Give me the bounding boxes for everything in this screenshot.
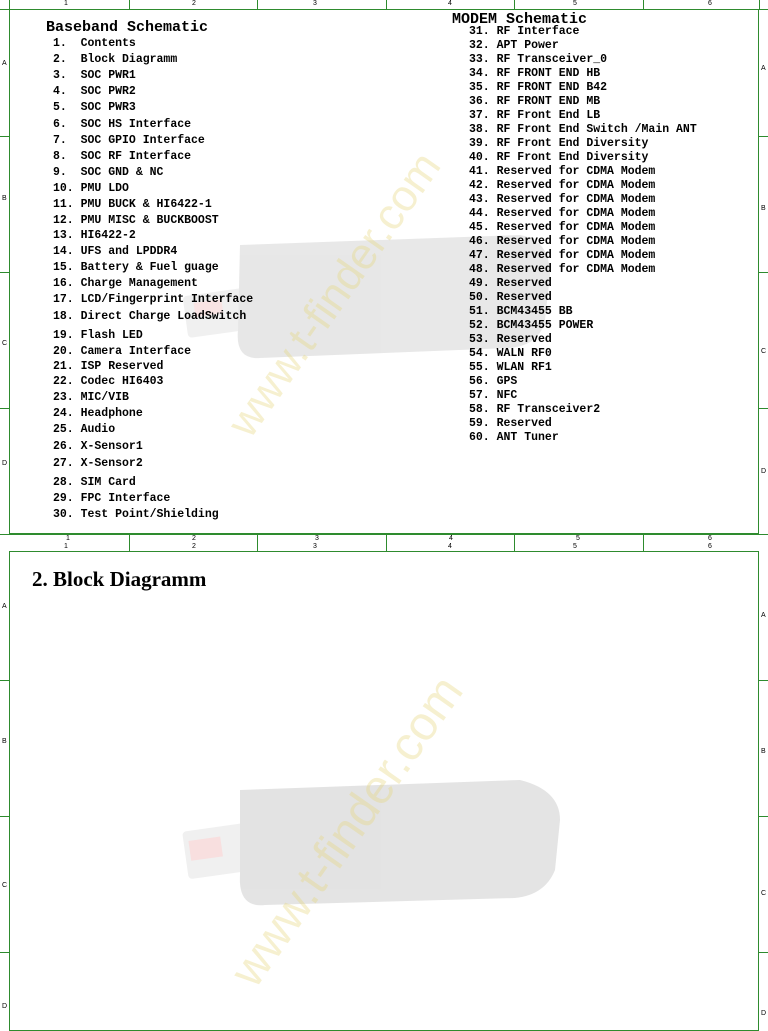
- baseband-toc-item: 29. FPC Interface: [53, 492, 171, 505]
- block-diagram-sheet: [9, 551, 759, 1031]
- mid-ruler-col-6b: 6: [708, 543, 712, 550]
- watermark-text-2: www.t-finder.com: [220, 666, 474, 997]
- s2-row-letter-b-left: B: [2, 738, 7, 745]
- modem-toc-item: 56. GPS: [469, 375, 518, 388]
- modem-toc-item: 51. BCM43455 BB: [469, 305, 573, 318]
- ruler-col-4: 4: [448, 0, 452, 7]
- block-diagram-title: 2. Block Diagramm: [32, 567, 207, 591]
- row-letter-b-left: B: [2, 195, 7, 202]
- baseband-toc-item: 4. SOC PWR2: [53, 85, 136, 98]
- modem-toc-item: 33. RF Transceiver_0: [469, 53, 608, 66]
- baseband-title: Baseband Schematic: [46, 19, 209, 36]
- modem-toc-item: 32. APT Power: [469, 39, 559, 52]
- baseband-toc-item: 30. Test Point/Shielding: [53, 508, 219, 521]
- baseband-toc-item: 9. SOC GND & NC: [53, 166, 164, 179]
- baseband-toc-item: 5. SOC PWR3: [53, 101, 136, 114]
- baseband-toc-item: 8. SOC RF Interface: [53, 150, 192, 163]
- row-letter-a-right: A: [761, 65, 766, 72]
- s2-row-letter-d-left: D: [2, 1003, 8, 1010]
- baseband-toc-item: 24. Headphone: [53, 407, 143, 420]
- watermark-text-1: www.t-finder.com: [218, 143, 451, 446]
- s2-row-letter-b-right: B: [761, 748, 766, 755]
- mid-ruler-col-4b: 4: [448, 543, 452, 550]
- mid-ruler-col-2: 2: [192, 535, 196, 542]
- baseband-toc-item: 13. HI6422-2: [53, 229, 136, 242]
- baseband-toc-item: 21. ISP Reserved: [53, 360, 164, 373]
- ruler-col-3: 3: [313, 0, 317, 7]
- baseband-toc-item: 14. UFS and LPDDR4: [53, 245, 178, 258]
- baseband-toc-item: 12. PMU MISC & BUCKBOOST: [53, 214, 219, 227]
- mid-ruler-col-5: 5: [576, 535, 580, 542]
- modem-toc-item: 38. RF Front End Switch /Main ANT: [469, 123, 697, 136]
- mid-ruler-col-6: 6: [708, 535, 712, 542]
- modem-toc-item: 43. Reserved for CDMA Modem: [469, 193, 656, 206]
- modem-toc-item: 36. RF FRONT END MB: [469, 95, 601, 108]
- ruler-col-6: 6: [708, 0, 712, 7]
- ruler-col-1: 1: [64, 0, 68, 7]
- modem-toc-item: 58. RF Transceiver2: [469, 403, 601, 416]
- s2-row-letter-c-right: C: [761, 890, 767, 897]
- row-letter-d-left: D: [2, 460, 8, 467]
- mid-ruler-col-1b: 1: [64, 543, 68, 550]
- modem-toc-item: 34. RF FRONT END HB: [469, 67, 601, 80]
- baseband-toc-item: 16. Charge Management: [53, 277, 198, 290]
- baseband-toc-item: 1. Contents: [53, 37, 136, 50]
- s2-row-letter-c-left: C: [2, 882, 8, 889]
- mid-ruler-col-5b: 5: [573, 543, 577, 550]
- s2-row-letter-a-left: A: [2, 603, 7, 610]
- modem-toc-item: 49. Reserved: [469, 277, 552, 290]
- modem-toc-item: 55. WLAN RF1: [469, 361, 552, 374]
- modem-toc-item: 52. BCM43455 POWER: [469, 319, 594, 332]
- modem-toc-item: 41. Reserved for CDMA Modem: [469, 165, 656, 178]
- modem-toc-item: 35. RF FRONT END B42: [469, 81, 608, 94]
- baseband-toc-item: 11. PMU BUCK & HI6422-1: [53, 198, 212, 211]
- modem-toc-item: 48. Reserved for CDMA Modem: [469, 263, 656, 276]
- mid-ruler-col-4: 4: [449, 535, 453, 542]
- row-letter-c-left: C: [2, 340, 8, 347]
- ruler-col-2: 2: [192, 0, 196, 7]
- baseband-toc-item: 6. SOC HS Interface: [53, 118, 192, 131]
- modem-toc-item: 53. Reserved: [469, 333, 552, 346]
- baseband-toc-item: 15. Battery & Fuel guage: [53, 261, 219, 274]
- mid-ruler-col-3: 3: [315, 535, 319, 542]
- mid-ruler-col-1: 1: [66, 535, 70, 542]
- modem-toc-item: 59. Reserved: [469, 417, 552, 430]
- modem-toc-item: 47. Reserved for CDMA Modem: [469, 249, 656, 262]
- mid-ruler-col-2b: 2: [192, 543, 196, 550]
- row-letter-c-right: C: [761, 348, 767, 355]
- modem-toc-item: 37. RF Front End LB: [469, 109, 601, 122]
- s2-row-letter-a-right: A: [761, 612, 766, 619]
- modem-toc-item: 50. Reserved: [469, 291, 552, 304]
- mid-ruler-col-3b: 3: [313, 543, 317, 550]
- modem-toc-item: 31. RF Interface: [469, 25, 580, 38]
- modem-toc-item: 45. Reserved for CDMA Modem: [469, 221, 656, 234]
- modem-toc-item: 60. ANT Tuner: [469, 431, 559, 444]
- modem-title: MODEM Schematic: [452, 11, 588, 28]
- baseband-toc-item: 20. Camera Interface: [53, 345, 192, 358]
- middle-ruler: [0, 534, 768, 551]
- baseband-toc-item: 17. LCD/Fingerprint Interface: [53, 293, 254, 306]
- s2-row-letter-d-right: D: [761, 1010, 767, 1017]
- modem-toc-item: 54. WALN RF0: [469, 347, 552, 360]
- modem-toc-item: 42. Reserved for CDMA Modem: [469, 179, 656, 192]
- baseband-toc-item: 3. SOC PWR1: [53, 69, 136, 82]
- modem-toc-item: 39. RF Front End Diversity: [469, 137, 649, 150]
- modem-toc-item: 46. Reserved for CDMA Modem: [469, 235, 656, 248]
- baseband-toc-item: 18. Direct Charge LoadSwitch: [53, 310, 247, 323]
- baseband-toc-item: 2. Block Diagramm: [53, 53, 178, 66]
- baseband-toc-item: 27. X-Sensor2: [53, 457, 143, 470]
- ruler-col-5: 5: [573, 0, 577, 7]
- modem-toc-item: 57. NFC: [469, 389, 518, 402]
- baseband-toc-item: 22. Codec HI6403: [53, 375, 164, 388]
- row-letter-b-right: B: [761, 205, 766, 212]
- baseband-toc-item: 19. Flash LED: [53, 329, 143, 342]
- modem-toc-item: 44. Reserved for CDMA Modem: [469, 207, 656, 220]
- baseband-toc-item: 25. Audio: [53, 423, 116, 436]
- modem-toc-item: 40. RF Front End Diversity: [469, 151, 649, 164]
- row-letter-a-left: A: [2, 60, 7, 67]
- baseband-toc-item: 10. PMU LDO: [53, 182, 129, 195]
- baseband-toc-item: 26. X-Sensor1: [53, 440, 143, 453]
- baseband-toc-item: 23. MIC/VIB: [53, 391, 129, 404]
- row-letter-d-right: D: [761, 468, 767, 475]
- baseband-toc-item: 7. SOC GPIO Interface: [53, 134, 205, 147]
- baseband-toc-item: 28. SIM Card: [53, 476, 136, 489]
